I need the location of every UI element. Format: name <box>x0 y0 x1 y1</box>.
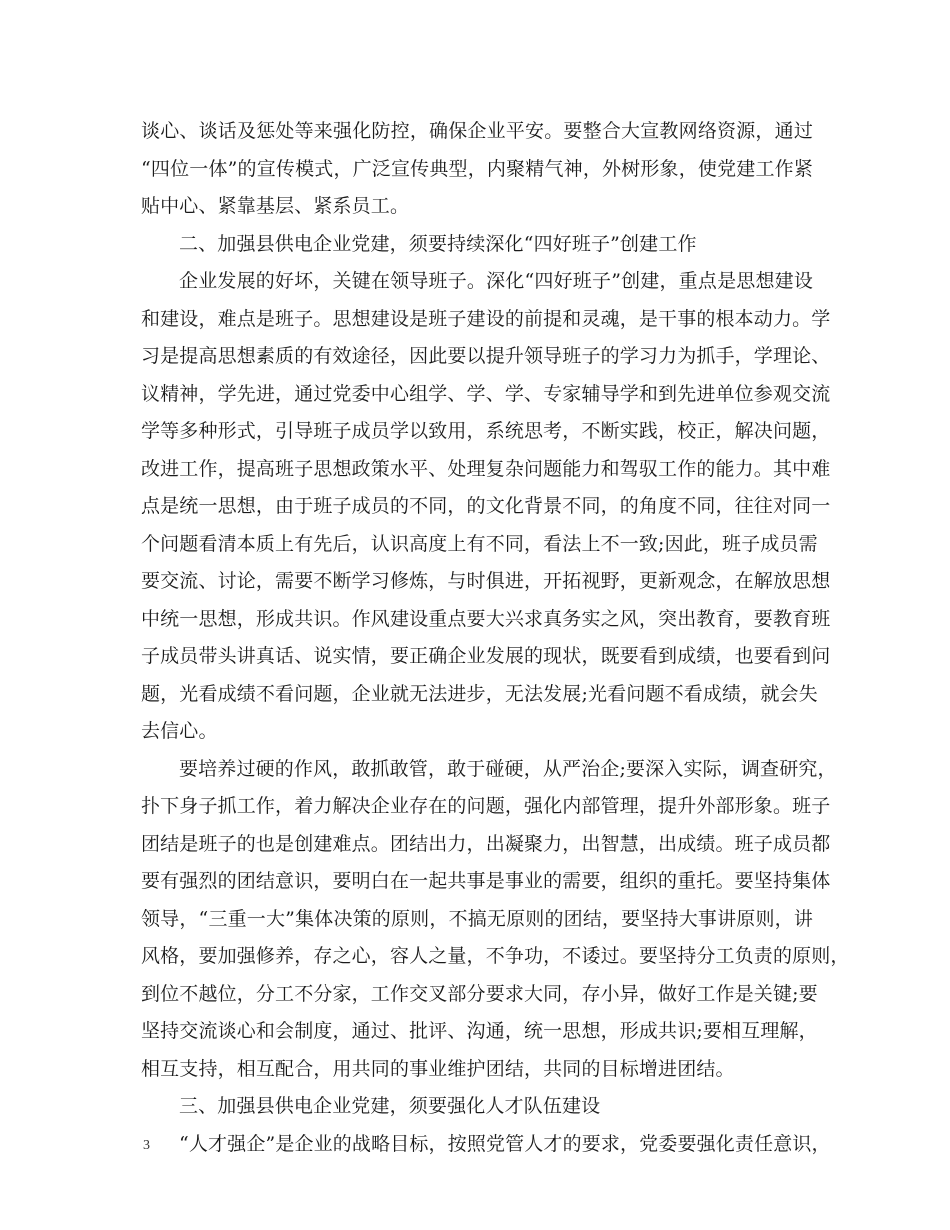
text-line: 风格，要加强修养，存之心，容人之量，不争功，不诿过。要坚持分工负责的原则， <box>141 945 850 967</box>
text-line: 子成员带头讲真话、说实情，要正确企业发展的现状，既要看到成绩，也要看到问 <box>141 645 831 667</box>
text-line: 团结是班子的也是创建难点。团结出力，出凝聚力，出智慧，出成绩。班子成员都 <box>141 832 831 855</box>
text-line: 改进工作，提高班子思想政策水平、处理复杂问题能力和驾驭工作的能力。其中难 <box>141 457 831 480</box>
text-line: 到位不越位，分工不分家，工作交叉部分要求大同，存小异，做好工作是关键;要 <box>141 982 818 1005</box>
text-line: 题，光看成绩不看问题，企业就无法进步，无法发展;光看问题不看成绩，就会失 <box>141 682 818 705</box>
text-line: 去信心。 <box>141 720 218 742</box>
text-line: 要培养过硬的作风，敢抓敢管，敢于碰硬，从严治企;要深入实际，调查研究， <box>179 757 837 780</box>
body-text <box>141 113 850 1163</box>
text-line: 习是提高思想素质的有效途径，因此要以提升领导班子的学习力为抓手，学理论、 <box>141 345 831 367</box>
text-line: 相互支持，相互配合，用共同的事业维护团结，共同的目标增进团结。 <box>141 1057 735 1080</box>
text-line: 贴中心、紧靠基层、紧系员工。 <box>141 195 410 217</box>
text-line: 学等多种形式，引导班子成员学以致用，系统思考，不断实践，校正，解决问题， <box>141 420 831 442</box>
text-line: “人才强企”是企业的战略目标，按照党管人才的要求，党委要强化责任意识， <box>179 1132 831 1155</box>
text-line: 领导，“三重一大”集体决策的原则，不搞无原则的团结，要坚持大事讲原则，讲 <box>141 907 813 930</box>
page-number: 3 <box>143 1138 150 1153</box>
text-line: 企业发展的好坏，关键在领导班子。深化“四好班子”创建，重点是思想建设 <box>179 270 813 292</box>
text-line: 中统一思想，形成共识。作风建设重点要大兴求真务实之风，突出教育，要教育班 <box>141 607 831 630</box>
text-line: 扑下身子抓工作，着力解决企业存在的问题，强化内部管理，提升外部形象。班子 <box>141 795 831 817</box>
text-line: 二、加强县供电企业党建，须要持续深化“四好班子”创建工作 <box>179 232 697 255</box>
text-line: 议精神，学先进，通过党委中心组学、学、学、专家辅导学和到先进单位参观交流 <box>141 382 831 405</box>
text-line: 个问题看清本质上有先后，认识高度上有不同，看法上不一致;因此，班子成员需 <box>141 532 818 555</box>
text-line: 坚持交流谈心和会制度，通过、批评、沟通，统一思想，形成共识;要相互理解， <box>141 1020 818 1042</box>
text-line: 和建设，难点是班子。思想建设是班子建设的前提和灵魂，是干事的根本动力。学 <box>141 307 831 330</box>
text-line: 点是统一思想，由于班子成员的不同，的文化背景不同，的角度不同，往往对同一 <box>141 495 831 517</box>
text-line: 要有强烈的团结意识，要明白在一起共事是事业的需要，组织的重托。要坚持集体 <box>141 870 831 892</box>
text-line: “四位一体”的宣传模式，广泛宣传典型，内聚精气神，外树形象，使党建工作紧 <box>141 157 813 180</box>
text-line: 三、加强县供电企业党建，须要强化人才队伍建设 <box>179 1095 601 1117</box>
text-line: 要交流、讨论，需要不断学习修炼，与时俱进，开拓视野，更新观念，在解放思想 <box>141 570 831 592</box>
text-line: 谈心、谈话及惩处等来强化防控，确保企业平安。要整合大宣教网络资源，通过 <box>141 120 813 142</box>
